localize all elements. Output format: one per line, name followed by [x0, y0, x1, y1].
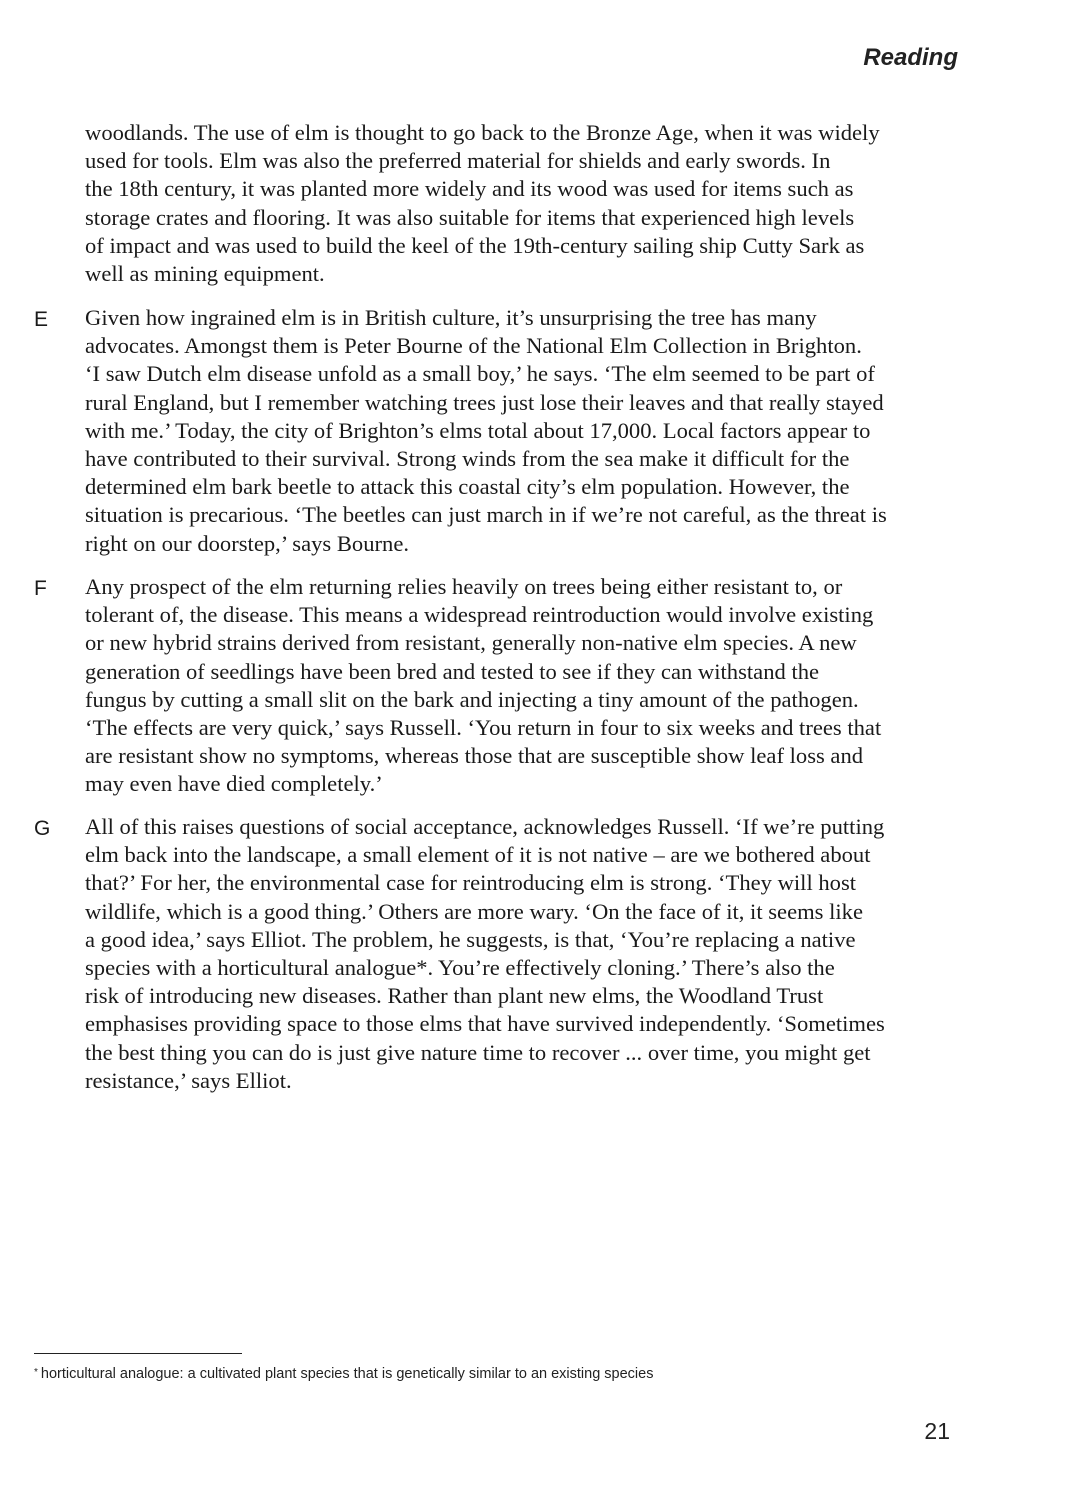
paragraph-line: All of this raises questions of social acceptance, acknowledges Russell. ‘If we’re putting	[85, 814, 885, 839]
paragraph-letter-e: E	[34, 308, 49, 331]
paragraph-line: Given how ingrained elm is in British culture, it’s unsurprising the tree has many	[85, 305, 817, 330]
paragraph-line: woodlands. The use of elm is thought to go back to the Bronze Age, when it was widely	[85, 120, 880, 145]
paragraph-line: a good idea,’ says Elliot. The problem, he suggests, is that, ‘You’re replacing a native	[85, 926, 856, 952]
paragraph-f	[85, 573, 965, 799]
paragraph-line: species with a horticultural analogue*. You’re effectively cloning.’ There’s also the	[85, 955, 835, 981]
paragraph-line: or new hybrid strains derived from resistant, generally non-native elm species. A new	[85, 630, 857, 656]
paragraph-line: resistance,’ says Elliot.	[85, 1067, 292, 1093]
footnote-mark: *	[34, 1367, 38, 1378]
paragraph-line: of impact and was used to build the keel of the 19th-century sailing ship Cutty Sark as	[85, 232, 865, 258]
paragraph-line: used for tools. Elm was also the preferred material for shields and early swords. In	[85, 148, 831, 174]
paragraph-line: well as mining equipment.	[85, 261, 325, 287]
paragraph-g	[85, 813, 965, 1095]
section-header: Reading	[863, 44, 958, 71]
paragraph-line: elm back into the landscape, a small element of it is not native – are we bothered about	[85, 842, 871, 868]
paragraph-line: that?’ For her, the environmental case for reintroducing elm is strong. ‘They will host	[85, 870, 857, 896]
paragraph-line: situation is precarious. ‘The beetles can just march in if we’re not careful, as the threat is	[85, 502, 887, 528]
paragraph-line: wildlife, which is a good thing.’ Others are more wary. ‘On the face of it, it seems like	[85, 898, 863, 924]
page-number: 21	[924, 1418, 950, 1444]
paragraph-line: the 18th century, it was planted more widely and its wood was used for items such as	[85, 176, 854, 202]
paragraph-line: have contributed to their survival. Strong winds from the sea make it difficult for the	[85, 446, 850, 472]
paragraph-letter-g: G	[34, 817, 51, 840]
paragraph-line: determined elm bark beetle to attack this coastal city’s elm population. However, the	[85, 474, 850, 500]
paragraph-line: risk of introducing new diseases. Rather than plant new elms, the Woodland Trust	[85, 983, 824, 1009]
paragraph-line: ‘I saw Dutch elm disease unfold as a small boy,’ he says. ‘The elm seemed to be part of	[85, 361, 875, 387]
footnote-divider	[34, 1353, 242, 1354]
paragraph-line: fungus by cutting a small slit on the bark and injecting a tiny amount of the pathogen.	[85, 686, 859, 712]
paragraph-line: may even have died completely.’	[85, 771, 383, 797]
footnote	[34, 1366, 653, 1382]
paragraph-line: storage crates and flooring. It was also suitable for items that experienced high levels	[85, 204, 855, 230]
paragraph-line: the best thing you can do is just give nature time to recover ... over time, you might get	[85, 1039, 871, 1065]
paragraph-line: are resistant show no symptoms, whereas those that are susceptible show leaf loss and	[85, 743, 864, 769]
paragraph-line: ‘The effects are very quick,’ says Russell. ‘You return in four to six weeks and trees that	[85, 715, 882, 741]
paragraph-d-continued	[85, 119, 965, 288]
paragraph-line: tolerant of, the disease. This means a widespread reintroduction would involve existing	[85, 602, 874, 628]
paragraph-line: advocates. Amongst them is Peter Bourne of the National Elm Collection in Brighton.	[85, 333, 862, 359]
paragraph-e	[85, 304, 965, 558]
paragraph-line: generation of seedlings have been bred and tested to see if they can withstand the	[85, 658, 820, 684]
footnote-text: horticultural analogue: a cultivated plant species that is genetically similar to an existing species	[40, 1366, 654, 1382]
paragraph-line: with me.’ Today, the city of Brighton’s elms total about 17,000. Local factors appear to	[85, 417, 871, 443]
paragraph-line: Any prospect of the elm returning relies heavily on trees being either resistant to, or	[85, 574, 843, 599]
paragraph-line: right on our doorstep,’ says Bourne.	[85, 530, 410, 556]
paragraph-line: rural England, but I remember watching trees just lose their leaves and that really stayed	[85, 389, 884, 415]
paragraph-line: emphasises providing space to those elms that have survived independently. ‘Sometimes	[85, 1011, 885, 1037]
paragraph-letter-f: F	[34, 577, 47, 600]
